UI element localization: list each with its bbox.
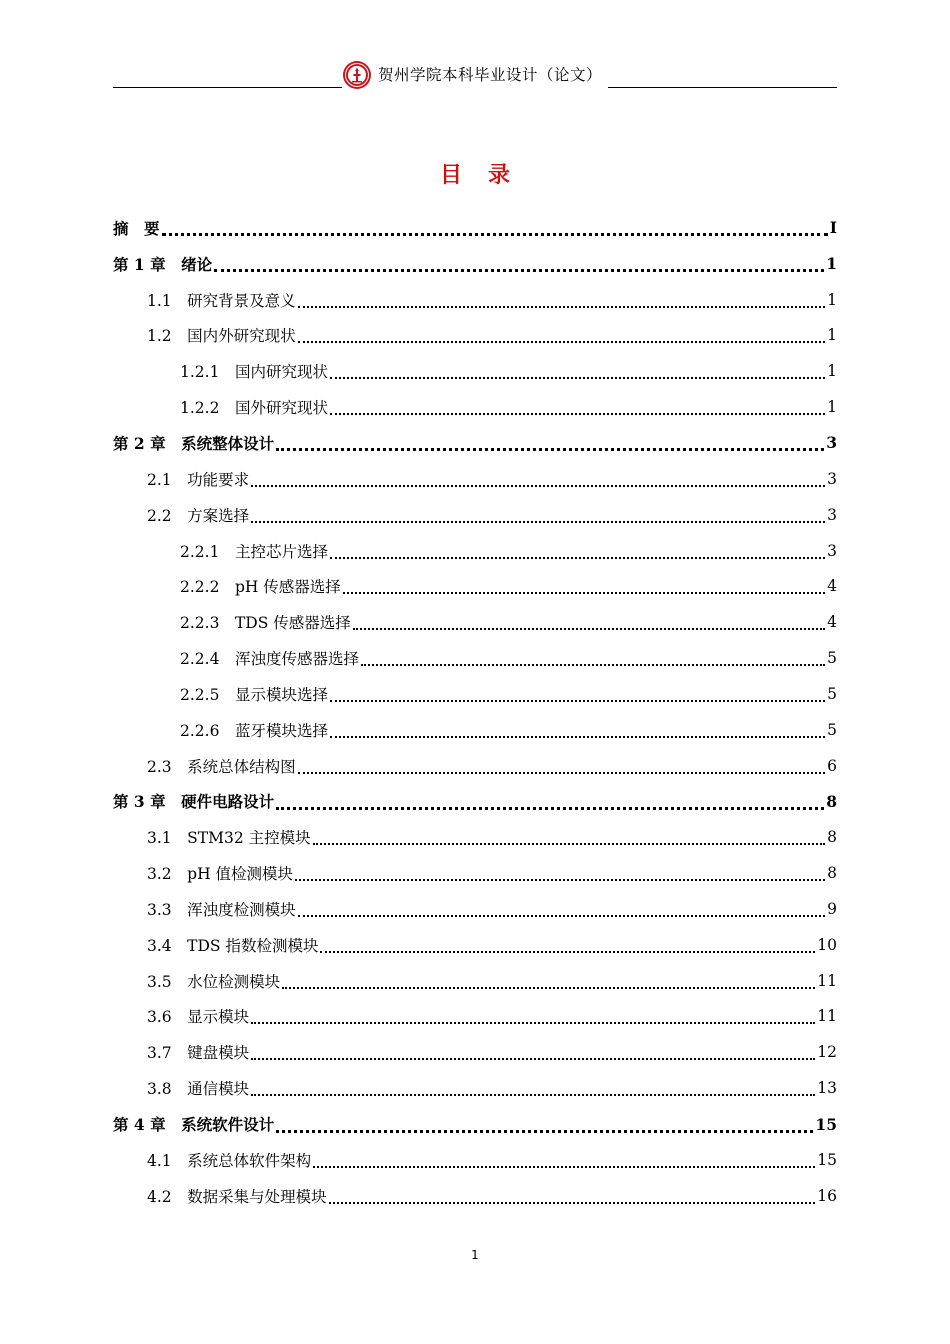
toc-dot-leader bbox=[353, 628, 825, 630]
toc-dot-leader bbox=[329, 1202, 816, 1204]
toc-entry[interactable] bbox=[113, 640, 837, 676]
toc-entry-page: 4 bbox=[827, 577, 837, 596]
toc-entry[interactable] bbox=[113, 712, 837, 748]
toc-dot-leader bbox=[330, 413, 825, 415]
toc-dot-leader bbox=[276, 807, 824, 810]
toc-dot-leader bbox=[330, 736, 825, 738]
toc-entry-label: 2.2.5 显示模块选择 bbox=[180, 685, 328, 704]
toc-entry-page: 1 bbox=[827, 290, 837, 309]
toc-entry-page: 3 bbox=[827, 469, 837, 488]
header-title: 贺州学院本科毕业设计（论文） bbox=[377, 66, 603, 84]
page-number: 1 bbox=[471, 1248, 479, 1262]
toc-entry-label: 3.1 STM32 主控模块 bbox=[147, 829, 311, 848]
toc-entry[interactable] bbox=[113, 1034, 837, 1070]
toc-dot-leader bbox=[298, 341, 825, 343]
toc-entry-page: 5 bbox=[827, 684, 837, 703]
toc-dot-leader bbox=[214, 269, 824, 272]
toc-entry-page: 16 bbox=[817, 1186, 837, 1205]
toc-entry[interactable] bbox=[113, 927, 837, 963]
toc-entry-page: 1 bbox=[827, 398, 837, 417]
toc-entry-label: 2.2.3 TDS 传感器选择 bbox=[180, 614, 351, 633]
toc-entry-page: 15 bbox=[815, 1114, 837, 1134]
toc-dot-leader bbox=[330, 377, 825, 379]
toc-entry-label: 3.2 pH 值检测模块 bbox=[147, 865, 294, 884]
toc-entry[interactable] bbox=[113, 497, 837, 533]
toc-entry-label: 1.1 研究背景及意义 bbox=[147, 291, 296, 310]
toc-entry-label: 摘 要 bbox=[113, 218, 160, 238]
toc-entry-page: 9 bbox=[827, 899, 837, 918]
toc-entry[interactable] bbox=[113, 1178, 837, 1214]
toc-entry[interactable] bbox=[113, 999, 837, 1035]
toc-entry[interactable] bbox=[113, 353, 837, 389]
toc-title-char: 目 bbox=[439, 163, 462, 188]
toc-entry[interactable] bbox=[113, 425, 837, 461]
toc-entry-label: 2.1 功能要求 bbox=[147, 470, 250, 489]
toc-entry-label: 2.3 系统总体结构图 bbox=[147, 757, 296, 776]
toc-dot-leader bbox=[162, 233, 828, 236]
toc-entry[interactable] bbox=[113, 461, 837, 497]
toc-dot-leader bbox=[330, 700, 825, 702]
toc-entry-page: 5 bbox=[827, 720, 837, 739]
toc-entry[interactable] bbox=[113, 389, 837, 425]
toc-entry-page: 3 bbox=[827, 505, 837, 524]
toc-entry-label: 3.7 键盘模块 bbox=[147, 1044, 250, 1063]
toc-entry-page: 11 bbox=[817, 1007, 837, 1026]
toc-dot-leader bbox=[298, 915, 825, 917]
toc-dot-leader bbox=[251, 1022, 815, 1024]
toc-entry-label: 第 1 章 绪论 bbox=[113, 254, 213, 274]
toc-title bbox=[0, 160, 950, 192]
toc-dot-leader bbox=[330, 557, 825, 559]
toc-entry-label: 2.2.2 pH 传感器选择 bbox=[180, 578, 341, 597]
toc-dot-leader bbox=[298, 772, 825, 774]
toc-entry[interactable] bbox=[113, 533, 837, 569]
toc-dot-leader bbox=[251, 485, 825, 487]
toc-entry-label: 1.2.1 国内研究现状 bbox=[180, 363, 328, 382]
toc-entry[interactable] bbox=[113, 246, 837, 282]
toc-dot-leader bbox=[295, 879, 825, 881]
toc-entry-label: 2.2.6 蓝牙模块选择 bbox=[180, 721, 328, 740]
toc-entry-label: 3.5 水位检测模块 bbox=[147, 972, 281, 991]
toc-entry-page: 10 bbox=[817, 935, 837, 954]
toc-entry[interactable] bbox=[113, 210, 837, 246]
table-of-contents bbox=[113, 210, 837, 1214]
toc-entry-page: 8 bbox=[827, 828, 837, 847]
toc-dot-leader bbox=[298, 306, 825, 308]
toc-entry-page: 5 bbox=[827, 649, 837, 668]
toc-entry-label: 4.1 系统总体软件架构 bbox=[147, 1151, 312, 1170]
toc-entry[interactable] bbox=[113, 604, 837, 640]
toc-title-char: 录 bbox=[488, 163, 511, 188]
toc-entry-label: 1.2 国内外研究现状 bbox=[147, 327, 296, 346]
toc-dot-leader bbox=[251, 1094, 815, 1096]
toc-entry[interactable] bbox=[113, 1070, 837, 1106]
toc-entry[interactable] bbox=[113, 282, 837, 318]
toc-dot-leader bbox=[343, 592, 825, 594]
toc-entry-page: I bbox=[829, 218, 837, 238]
toc-entry-page: 13 bbox=[817, 1079, 837, 1098]
toc-entry-label: 4.2 数据采集与处理模块 bbox=[147, 1187, 327, 1206]
toc-entry[interactable] bbox=[113, 819, 837, 855]
toc-dot-leader bbox=[361, 664, 825, 666]
toc-entry[interactable] bbox=[113, 676, 837, 712]
toc-entry[interactable] bbox=[113, 855, 837, 891]
toc-entry[interactable] bbox=[113, 318, 837, 354]
toc-entry-label: 3.8 通信模块 bbox=[147, 1080, 250, 1099]
toc-entry-page: 8 bbox=[826, 791, 837, 811]
toc-dot-leader bbox=[282, 987, 815, 989]
toc-entry-label: 3.4 TDS 指数检测模块 bbox=[147, 936, 319, 955]
toc-entry-page: 3 bbox=[827, 541, 837, 560]
toc-entry-page: 12 bbox=[817, 1043, 837, 1062]
toc-entry-label: 3.6 显示模块 bbox=[147, 1008, 250, 1027]
toc-entry-page: 3 bbox=[826, 433, 837, 453]
toc-entry[interactable] bbox=[113, 891, 837, 927]
toc-entry-label: 2.2.1 主控芯片选择 bbox=[180, 542, 328, 561]
toc-entry-label: 3.3 浑浊度检测模块 bbox=[147, 900, 296, 919]
toc-entry[interactable] bbox=[113, 1142, 837, 1178]
toc-dot-leader bbox=[320, 951, 815, 953]
university-seal-icon bbox=[342, 60, 372, 90]
toc-entry-label: 第 3 章 硬件电路设计 bbox=[113, 792, 275, 812]
toc-dot-leader bbox=[276, 448, 824, 451]
header-center bbox=[342, 60, 608, 90]
toc-dot-leader bbox=[313, 843, 825, 845]
toc-entry-label: 第 4 章 系统软件设计 bbox=[113, 1115, 275, 1135]
toc-dot-leader bbox=[251, 1058, 815, 1060]
toc-entry-label: 2.2.4 浑浊度传感器选择 bbox=[180, 650, 359, 669]
toc-entry[interactable] bbox=[113, 784, 837, 820]
toc-entry[interactable] bbox=[113, 1106, 837, 1142]
toc-entry-page: 1 bbox=[827, 362, 837, 381]
toc-entry-page: 8 bbox=[827, 864, 837, 883]
toc-entry-page: 11 bbox=[817, 971, 837, 990]
toc-entry-page: 1 bbox=[826, 254, 837, 274]
toc-entry[interactable] bbox=[113, 568, 837, 604]
toc-entry-label: 1.2.2 国外研究现状 bbox=[180, 399, 328, 418]
page-header bbox=[113, 58, 837, 90]
toc-entry[interactable] bbox=[113, 748, 837, 784]
toc-dot-leader bbox=[276, 1130, 813, 1133]
toc-entry[interactable] bbox=[113, 963, 837, 999]
toc-dot-leader bbox=[251, 521, 825, 523]
toc-entry-label: 2.2 方案选择 bbox=[147, 506, 250, 525]
toc-dot-leader bbox=[313, 1166, 815, 1168]
toc-entry-page: 1 bbox=[827, 326, 837, 345]
toc-entry-page: 15 bbox=[817, 1150, 837, 1169]
toc-entry-label: 第 2 章 系统整体设计 bbox=[113, 433, 275, 453]
toc-entry-page: 6 bbox=[827, 756, 837, 775]
toc-entry-page: 4 bbox=[827, 613, 837, 632]
